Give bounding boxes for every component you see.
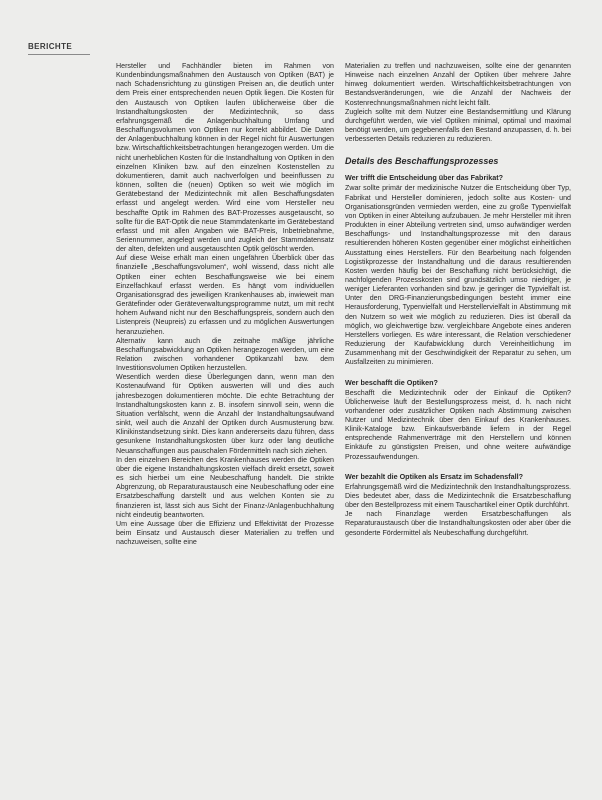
right-text-column <box>345 62 571 794</box>
section-heading: Details des Beschaffungsprozesses <box>345 156 499 167</box>
left-paragraph: Hersteller und Fachhändler bieten im Rahmen von Kundenbindungsmaßnahmen den Austausch von Optiken (BAT) je nach Schadensrichtung zu günstigen Preisen an, die deutlich unter dem Preis einer entsprechenden neuen Optik liegen. Die Kosten für den Austausch von Optiken laufen üblicherweise über die Instandhaltungskosten der Medizintechnik, so dass erfahrungsgemäß die Anlagenbuchhaltung Umfang und Beschaffungsvolumen von Optiken nur korrekt abbildet. Die Daten der Anlagenbuchhaltung können in der Regel nicht für Auswertungen bzw. Wirtschaftlichkeitsbetrachtungen herangezogen werden. Um die nicht unerheblichen Kosten für die Instandhaltung von Optiken in den einzelnen Kliniken bzw. auf den einzelnen Kostenstellen zu dokumentieren, damit auch nachverfolgen und beeinflussen zu können, sollten die (neuen) Optiken so weit wie möglich im Gerätebestand der Medizintechnik mit allen Beschaffungsdaten erfasst und angelegt werden. Wird eine vom Hersteller neu beschaffte Optik im Rahmen des BAT-Prozesses ausgetauscht, so sollte für die BAT-Optik die neue Stammdatenkarte im Gerätebestand erfasst und mit allen Angaben wie BAT-Preis, Inbetriebnahme, Seriennummer, angelegt werden und zugleich der Stammdatensatz der alten, defekten und ausgetauschten Optik gelöscht werden. <box>116 62 334 254</box>
question-heading: Wer beschafft die Optiken? <box>345 377 438 387</box>
left-paragraph: In den einzelnen Bereichen des Krankenhauses werden die Optiken über die eigene Instandhaltungskosten vielfach direkt ersetzt, soweit es sich hierbei um eine Neubeschaffung handelt. Die strikte Abgrenzung, ob Reparaturaustausch eine Neubeschaffung oder eine Ersatzbeschaffung darstellt und aus welchen Konten sie zu finanzieren ist, lässt sich aus Sicht der Finanz-/Anlagenbuchhaltung nicht eindeutig beantworten. <box>116 455 334 519</box>
right-paragraph: Erfahrungsgemäß wird die Medizintechnik den Instandhaltungsprozess. Dies bedeutet aber, dass die Medizintechnik die Ersatzbeschaffung über den Bestellprozess mit einem Tauschartikel einer Optik durchführt. <box>345 482 571 510</box>
section-header-label: BERICHTE <box>28 42 73 51</box>
header-rule <box>28 54 90 55</box>
question-heading: Wer trifft die Entscheidung über das Fabrikat? <box>345 173 504 183</box>
left-paragraph: Um eine Aussage über die Effizienz und Effektivität der Prozesse beim Einsatz und Austausch dieser Materialien zu treffen und nachzuweisen, sollte eine <box>116 519 334 547</box>
right-paragraph: Materialien zu treffen und nachzuweisen, sollte eine der genannten Hinweise nach einzelnen Anzahl der Optiken über mehrere Jahre hinweg dokumentiert werden. Wirtschaftlichkeitsbetrachtungen von Bestandsveränderungen, wie die Anzahl der Nachweis der Kostenrechnungsmaßnahmen nicht leicht fällt. <box>345 62 571 107</box>
right-paragraph: Je nach Finanzlage werden Ersatzbeschaffungen als Reparaturaustausch über die Instandhaltungskosten oder aber über die gesonderte Fördermittel als Neubeschaffung durchgeführt. <box>345 510 571 537</box>
left-paragraph: Alternativ kann auch die zeitnahe mäßige jährliche Beschaffungsabwicklung an Optiken herangezogen werden, um eine Relation zwischen vorhandener Optikanzahl bzw. dem Investitionsvolumen Optiken herzustellen. <box>116 336 334 373</box>
left-paragraph: Wesentlich werden diese Überlegungen dann, wenn man den Kostenaufwand für Optiken auswerten will und dies auch jahresbezogen dokumentieren möchte. Die echte Betrachtung der Instandhaltungskosten kann z. B. insofern sinnvoll sein, wenn die Situation verfälscht, wenn die Anzahl der Instandhaltungsaufwand sinkt, weil auch die Anzahl der Optiken durch Ausmusterung bzw. Klinikinstandsetzung sinkt. Dies kann andererseits dazu führen, dass gesunkene Instandhaltungskosten über kurz oder lang deutliche Neuanschaffungen aus pauschalen Fördermitteln nach sich ziehen. <box>116 373 334 455</box>
right-paragraph: Beschafft die Medizintechnik oder der Einkauf die Optiken? Üblicherweise läuft der Bestellungsprozess meist, d. h. nach nicht vorhandener oder zusätzlicher Optiken nach Abstimmung zwischen Nutzer und Medizintechnik über den Einkauf des Krankenhauses. Klinik-Kataloge bzw. Einkaufsverbände liefern in der Regel entsprechende Rahmenverträge mit den Herstellern und können Einkäufe zu günstigsten Preisen, und ohne weitere aufwändige Prozessaufwendungen. <box>345 388 571 461</box>
right-paragraph: Zwar sollte primär der medizinische Nutzer die Entscheidung über Typ, Fabrikat und Hersteller dominieren, jedoch sollte aus Kosten- und Organisationsgründen vermieden werden, eine zu große Typenvielfalt von Optiken in einer Abteilung aufzubauen. Je mehr Hersteller mit ihren Produkten in einer Abteilung vertreten sind, umso aufwändiger werden Beschaffungs- und Instandhaltungsprozesse mit den daraus resultierenden höheren Kosten gegenüber einer möglichst einheitlichen Ausstattung eines Herstellers. Für den Bearbeitung nach folgenden Logistikprozesse der Instandhaltung und die daraus resultierenden Kosten werden häufig bei der Beschaffung nicht berücksichtigt, die nachfolgenden Prozesskosten sind grundsätzlich umso niedriger, je weniger Lieferanten vorhanden sind bzw. je geringer die Typvielfalt ist. Unter den DRG-Finanzierungsbedingungen besteht immer eine Herausforderung, Typenvielfalt und Herstellervielfalt in Abstimmung mit den Nutzern so weit wie möglich zu reduzieren. Dies ist überall da möglich, wo gleichwertige bzw. vergleichbare Angebote eines anderen Herstellers vorliegen. Es wäre interessant, die Relation verschiedener Reduzierung der Kaufabwicklung durch Vereinheitlichung im Zusammenhang mit der Geschwindigkeit der Reparatur zu sehen, um Ausfallzeiten zu minimieren. <box>345 184 571 367</box>
left-text-column <box>116 62 334 794</box>
left-paragraph: Auf diese Weise erhält man einen ungefähren Überblick über das finanzielle „Beschaffungsvolumen“, wohl wissend, dass nicht alle Optiken einer echten Beschaffungsweise wie bei einem Einzelfachkauf erfasst werden. Es hängt vom individuellen Organisationsgrad des jeweiligen Krankenhauses ab, inwieweit man Gerätefinder oder Geräteverwaltungsprogramme nutzt, um mit recht hohem Aufwand nicht nur den Beschaffungspreis, sondern auch den Listenpreis (Neupreis) zu erfassen und zu möglichen Auswertungen heranzuziehen. <box>116 254 334 336</box>
right-paragraph: Zugleich sollte mit dem Nutzer eine Bestandsermittlung und Klärung durchgeführt werden, wie viel Optiken minimal, optimal und maximal benötigt werden, um gegebenenfalls den Bestand anzupassen, d. h. bei verbesserten Details reduzieren zu reduzieren. <box>345 107 571 144</box>
question-heading: Wer bezahlt die Optiken als Ersatz im Schadensfall? <box>345 471 524 481</box>
